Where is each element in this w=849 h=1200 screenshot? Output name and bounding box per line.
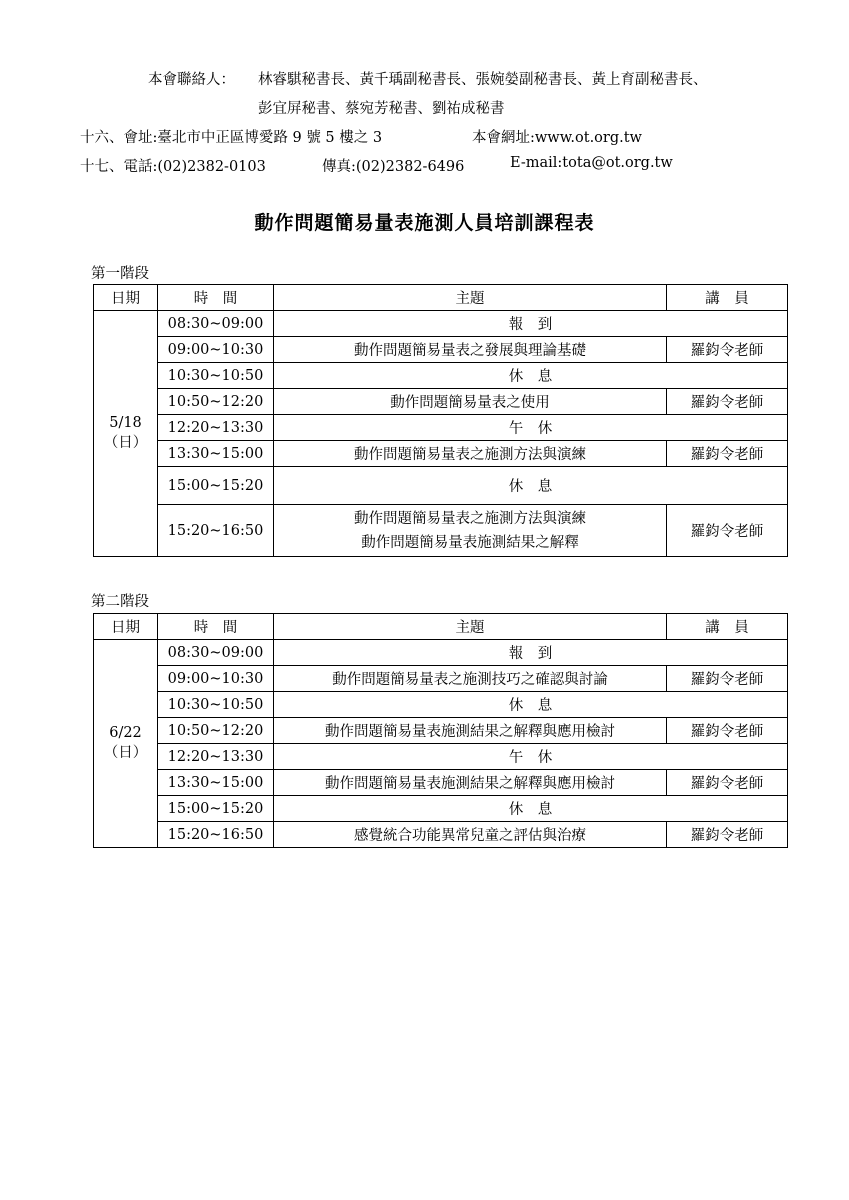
instructor-cell: 羅鈞令老師	[667, 718, 788, 744]
table-row	[94, 441, 788, 467]
time-cell: 13:30~15:00	[158, 770, 274, 796]
topic-cell: 休 息	[274, 692, 788, 718]
time-cell: 09:00~10:30	[158, 337, 274, 363]
header-instructor: 講 員	[667, 614, 788, 640]
fax-line: 傳真:(02)2382-6496	[322, 159, 465, 175]
instructor-cell: 羅鈞令老師	[667, 770, 788, 796]
table-row	[94, 770, 788, 796]
table-row	[94, 467, 788, 505]
weekday-value: （日）	[103, 435, 148, 451]
header-instructor: 講 員	[667, 285, 788, 311]
instructor-cell: 羅鈞令老師	[667, 505, 788, 557]
table-row	[94, 822, 788, 848]
table-row	[94, 363, 788, 389]
topic-cell: 動作問題簡易量表之施測技巧之確認與討論	[274, 666, 667, 692]
header-topic: 主題	[274, 285, 667, 311]
time-cell: 09:00~10:30	[158, 666, 274, 692]
table-row	[94, 692, 788, 718]
topic-line: 動作問題簡易量表施測結果之解釋	[361, 534, 579, 551]
topic-cell: 休 息	[274, 796, 788, 822]
contacts-label: 本會聯絡人：	[148, 72, 235, 88]
time-cell: 10:50~12:20	[158, 718, 274, 744]
header-date: 日期	[94, 285, 158, 311]
contacts-names-line1: 林睿騏秘書長、黃千瑀副秘書長、張婉嫈副秘書長、黃上育副秘書長、	[258, 72, 708, 88]
table-header-row	[94, 285, 788, 311]
table-row	[94, 744, 788, 770]
time-cell: 08:30~09:00	[158, 640, 274, 666]
topic-cell: 午 休	[274, 744, 788, 770]
table-row	[94, 337, 788, 363]
date-value: 5/18	[109, 415, 142, 431]
topic-cell: 休 息	[274, 363, 788, 389]
topic-cell: 休 息	[274, 467, 788, 505]
time-cell: 10:30~10:50	[158, 692, 274, 718]
phone-line: 十七、電話:(02)2382-0103	[80, 159, 266, 175]
topic-cell: 動作問題簡易量表之施測方法與演練	[274, 441, 667, 467]
time-cell: 10:50~12:20	[158, 389, 274, 415]
topic-cell: 午 休	[274, 415, 788, 441]
header-time: 時 間	[158, 285, 274, 311]
page-title: 動作問題簡易量表施測人員培訓課程表	[254, 212, 595, 234]
time-cell: 13:30~15:00	[158, 441, 274, 467]
topic-cell: 動作問題簡易量表之使用	[274, 389, 667, 415]
table-row	[94, 311, 788, 337]
time-cell: 15:00~15:20	[158, 796, 274, 822]
table-row	[94, 415, 788, 441]
website-line: 本會網址:www.ot.org.tw	[472, 130, 642, 146]
time-cell: 10:30~10:50	[158, 363, 274, 389]
topic-cell: 動作問題簡易量表施測結果之解釋與應用檢討	[274, 718, 667, 744]
time-cell: 08:30~09:00	[158, 311, 274, 337]
time-cell: 15:20~16:50	[158, 822, 274, 848]
date-cell	[94, 311, 158, 557]
stage2-label: 第二階段	[91, 594, 149, 610]
topic-cell	[274, 505, 667, 557]
time-cell: 12:20~13:30	[158, 744, 274, 770]
topic-cell: 感覺統合功能異常兒童之評估與治療	[274, 822, 667, 848]
topic-cell: 報 到	[274, 640, 788, 666]
instructor-cell: 羅鈞令老師	[667, 666, 788, 692]
contacts-names-line2: 彭宜屏秘書、蔡宛芳秘書、劉祐成秘書	[258, 101, 505, 117]
header-date: 日期	[94, 614, 158, 640]
topic-cell: 動作問題簡易量表之發展與理論基礎	[274, 337, 667, 363]
date-value: 6/22	[109, 725, 142, 741]
time-cell: 12:20~13:30	[158, 415, 274, 441]
instructor-cell: 羅鈞令老師	[667, 441, 788, 467]
topic-line: 動作問題簡易量表之施測方法與演練	[354, 510, 586, 527]
stage2-table	[93, 613, 788, 848]
weekday-value: （日）	[103, 745, 148, 761]
email-line: E-mail:tota@ot.org.tw	[510, 155, 673, 171]
table-row	[94, 389, 788, 415]
topic-cell: 動作問題簡易量表施測結果之解釋與應用檢討	[274, 770, 667, 796]
instructor-cell: 羅鈞令老師	[667, 389, 788, 415]
date-cell	[94, 640, 158, 848]
address-line: 十六、會址:臺北市中正區博愛路 9 號 5 樓之 3	[80, 130, 383, 146]
instructor-cell: 羅鈞令老師	[667, 337, 788, 363]
table-row	[94, 505, 788, 557]
header-topic: 主題	[274, 614, 667, 640]
time-cell: 15:00~15:20	[158, 467, 274, 505]
table-row	[94, 640, 788, 666]
table-header-row	[94, 614, 788, 640]
stage1-table	[93, 284, 788, 557]
instructor-cell: 羅鈞令老師	[667, 822, 788, 848]
header-time: 時 間	[158, 614, 274, 640]
time-cell: 15:20~16:50	[158, 505, 274, 557]
stage1-label: 第一階段	[91, 266, 149, 282]
table-row	[94, 718, 788, 744]
topic-cell: 報 到	[274, 311, 788, 337]
table-row	[94, 666, 788, 692]
table-row	[94, 796, 788, 822]
